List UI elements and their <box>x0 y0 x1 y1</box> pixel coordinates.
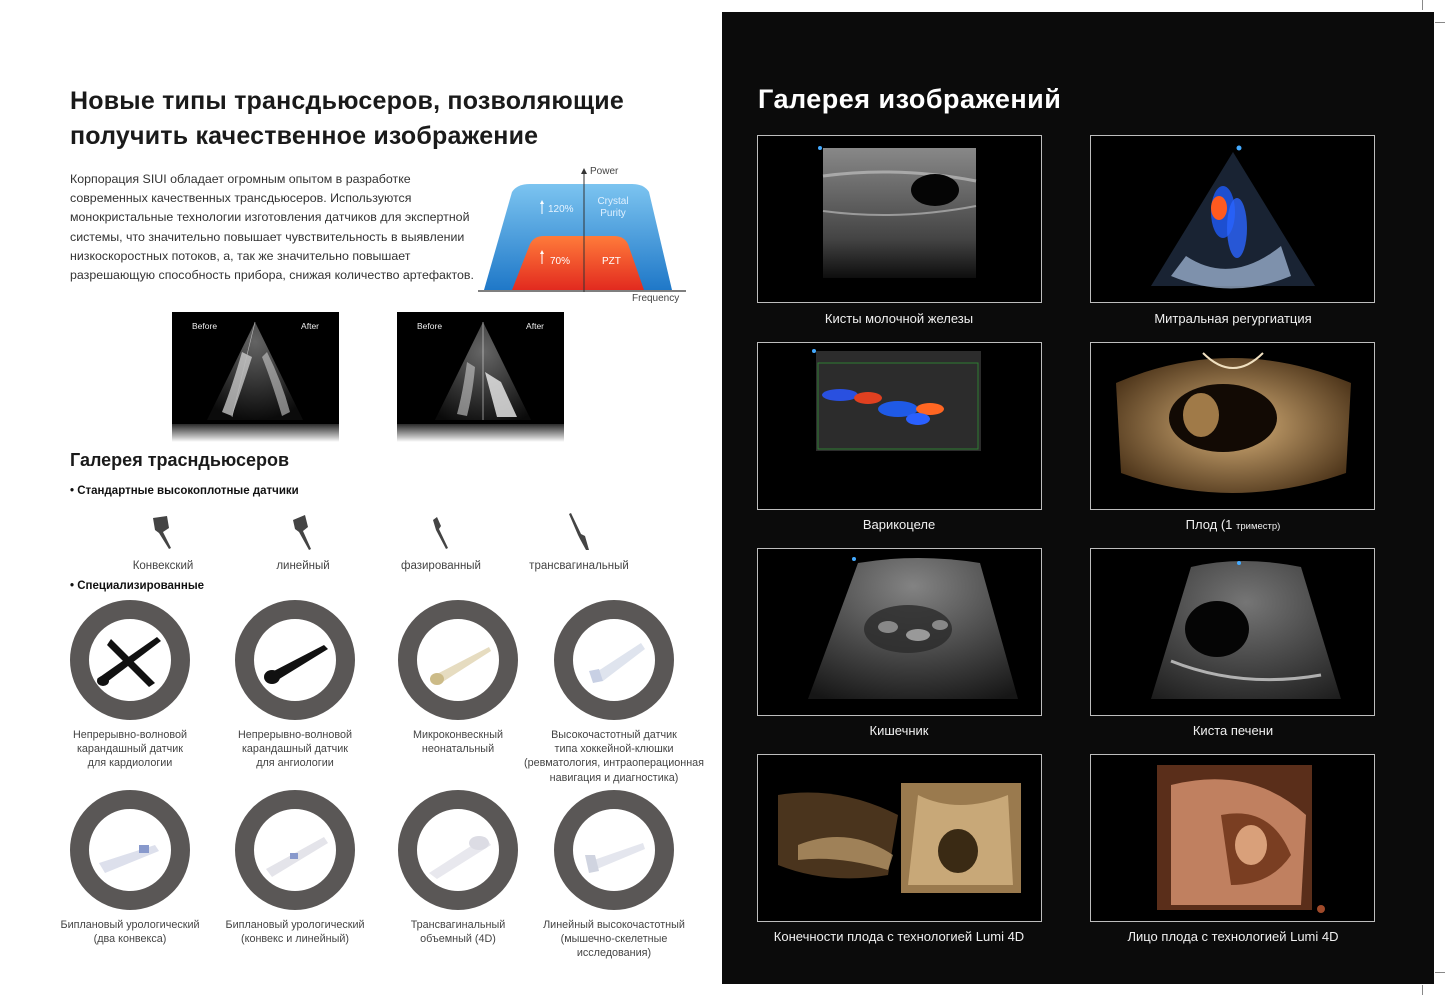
image-caption-small: триместр) <box>1236 521 1281 532</box>
convex-probe-icon <box>93 512 233 552</box>
before-label: Before <box>192 321 218 331</box>
transducer-gallery-title: Галерея трасндьюсеров <box>70 450 290 470</box>
image-caption <box>1073 517 1393 532</box>
probe-caption: Высокочастотный датчик типа хоккейной-клюшки (ревматология, интраоперационная навигация и диагностика) <box>523 729 705 784</box>
image-caption: Киста печени <box>1192 723 1274 738</box>
intestine-image <box>757 548 1042 716</box>
varicocele-doppler-image <box>757 342 1042 510</box>
image-reflection <box>397 424 564 442</box>
page-title: Новые типы трансдьюсеров, позволяющие получить качественное изображение <box>70 87 624 150</box>
image-caption: Кисты молочной железы <box>824 311 974 326</box>
probe-caption: Линейный высокочастотный (мышечно-скелетные исследования) <box>543 919 685 960</box>
inner-value: 70% <box>550 256 571 267</box>
probe-name: линейный <box>276 560 330 572</box>
image-gallery-title: Галерея изображений <box>758 84 1062 114</box>
intro-paragraph: Корпорация SIUI обладает огромным опытом в разработке современных качественных трансдьюсеров. Используются монокристальные технологии изготовления датчиков для экспертной системы, что значительно повышает чувствительность в выявлении низкоскоростных потоков, а, так же значительно повышает разрешающую способность прибора, снижая количество артефактов. <box>70 172 474 283</box>
crop-mark <box>1422 985 1423 995</box>
biplane-probe-icon <box>235 790 355 910</box>
standard-probe <box>233 512 373 572</box>
volume-probe-icon <box>398 790 518 910</box>
image-caption: Лицо плода с технологией Lumi 4D <box>1127 929 1339 944</box>
right-page <box>722 12 1434 984</box>
comparison-image-1 <box>172 312 339 442</box>
linear-probe-icon <box>233 512 373 552</box>
hockey-stick-probe-icon <box>554 600 674 720</box>
fetal-face-4d-image <box>1090 754 1375 922</box>
axis-label-frequency: Frequency <box>632 293 680 304</box>
standard-probe <box>509 512 649 572</box>
linear-hf-probe-icon <box>554 790 674 910</box>
comparison-image-2 <box>397 312 564 442</box>
pencil-probe-icon <box>70 600 190 720</box>
probe-caption: Непрерывно-волновой карандашный датчик для кардиологии <box>72 729 188 770</box>
after-label: After <box>526 321 544 331</box>
crystal-purity-diagram <box>472 162 702 312</box>
outer-value: 120% <box>548 204 574 215</box>
mitral-doppler-image <box>1090 135 1375 303</box>
pencil-probe-icon <box>235 600 355 720</box>
crop-mark <box>1435 972 1445 973</box>
standard-heading: • Стандартные высокоплотные датчики <box>70 485 299 497</box>
image-caption: Конечности плода с технологией Lumi 4D <box>773 929 1025 944</box>
outer-label: Crystal Purity <box>597 196 629 219</box>
probe-caption: Трансвагинальный объемный (4D) <box>410 919 506 946</box>
probe-caption: Биплановый урологический (два конвекса) <box>60 919 200 946</box>
micro-convex-probe-icon <box>398 600 518 720</box>
after-label: After <box>301 321 319 331</box>
image-caption-main: Плод (1 <box>1185 517 1233 532</box>
probe-name: фазированный <box>401 560 481 572</box>
image-caption: Варикоцеле <box>862 517 936 532</box>
liver-cyst-image <box>1090 548 1375 716</box>
fetus-3d-image <box>1090 342 1375 510</box>
image-caption: Митральная регургиатция <box>1154 311 1312 326</box>
probe-caption: Биплановый урологический (конвекс и линейный) <box>225 919 365 946</box>
probe-name: Конвекский <box>132 560 194 572</box>
crystal-purity-graphic <box>472 162 702 312</box>
image-caption: Кишечник <box>869 723 929 738</box>
specialized-heading: • Специализированные <box>70 580 205 592</box>
standard-probe <box>371 512 511 572</box>
probe-name: трансвагинальный <box>529 560 629 572</box>
standard-probe <box>93 512 233 572</box>
image-reflection <box>172 424 339 442</box>
axis-label-power: Power <box>590 166 619 177</box>
breast-cyst-image <box>757 135 1042 303</box>
transvaginal-probe-icon <box>509 512 649 552</box>
crop-mark <box>1435 22 1445 23</box>
inner-label: PZT <box>602 256 621 267</box>
crop-mark <box>1422 0 1423 10</box>
fetal-limbs-4d-image <box>757 754 1042 922</box>
left-page <box>0 0 722 995</box>
before-label: Before <box>417 321 443 331</box>
biplane-probe-icon <box>70 790 190 910</box>
probe-caption: Непрерывно-волновой карандашный датчик для ангиологии <box>237 729 353 770</box>
probe-caption: Микроконвескный неонатальный <box>412 729 504 756</box>
phased-probe-icon <box>371 512 511 552</box>
